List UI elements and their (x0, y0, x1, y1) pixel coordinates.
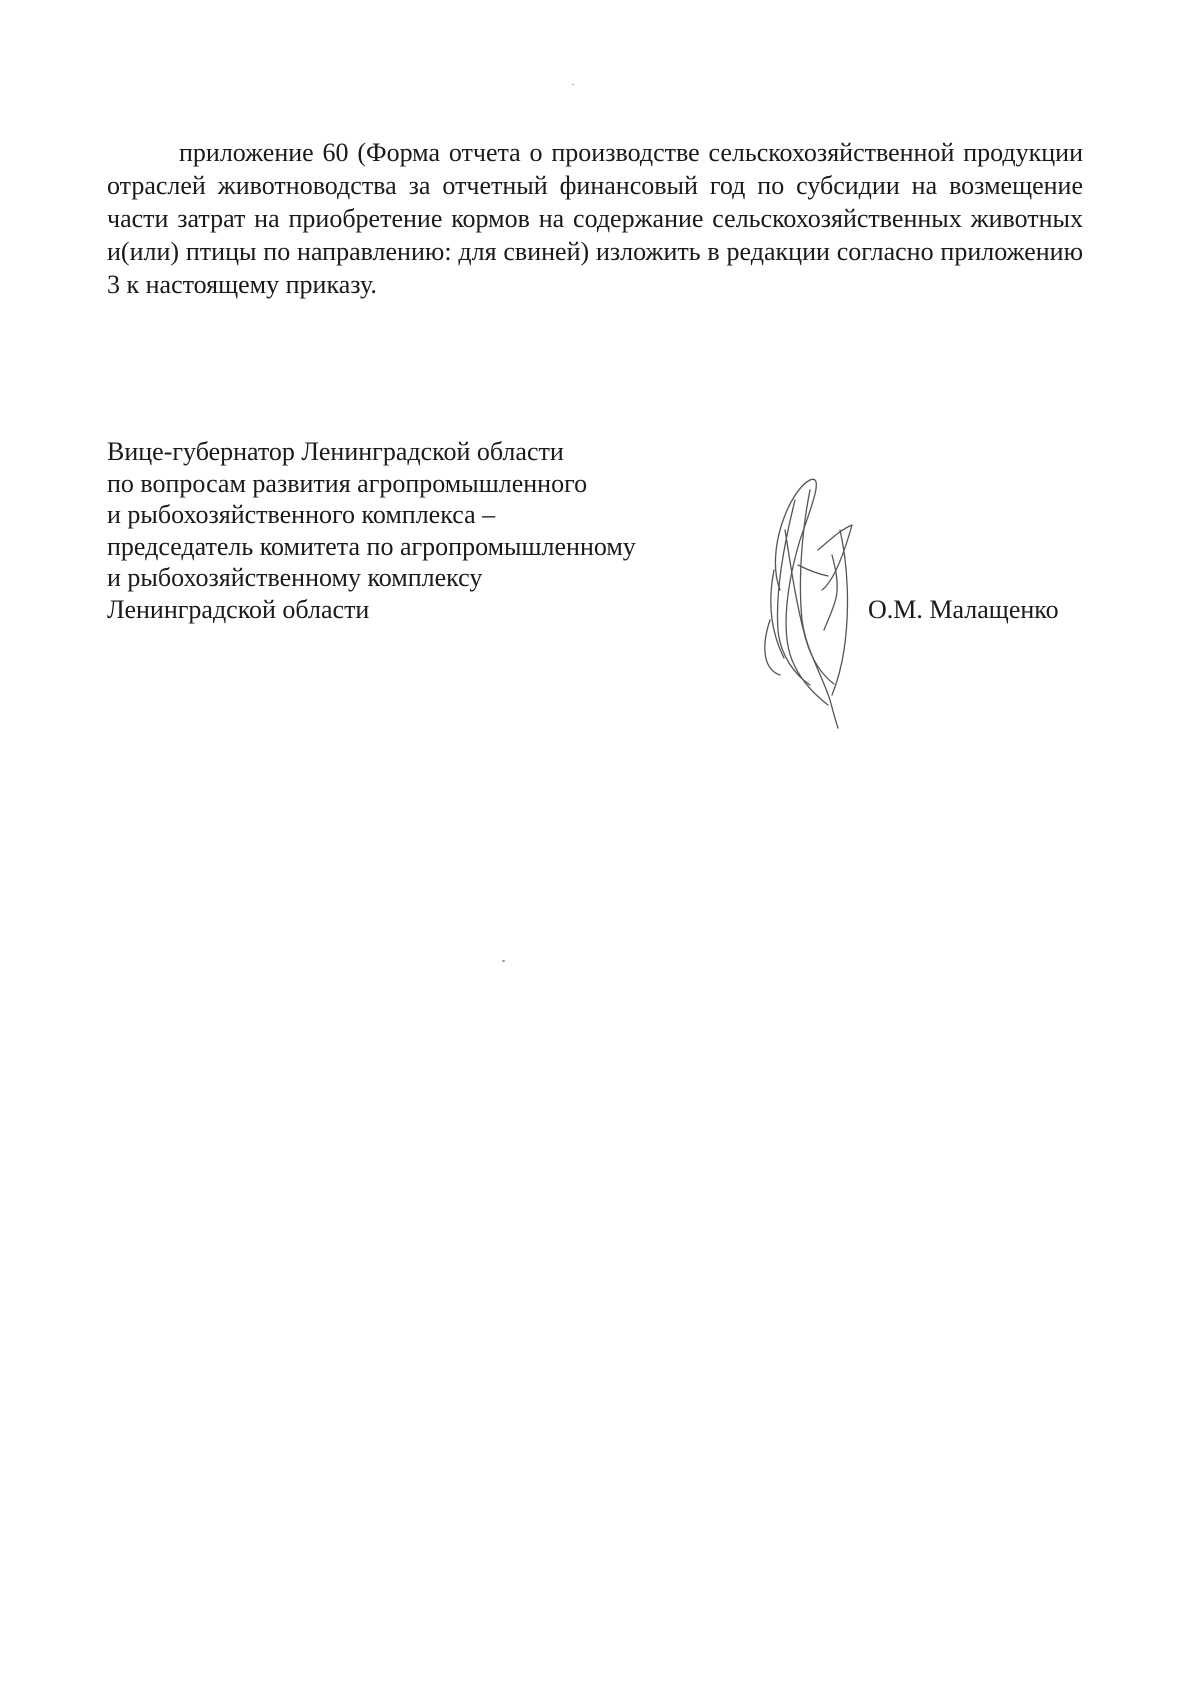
body-paragraph: приложение 60 (Форма отчета о производстве сельскохозяйственной продукции отраслей животноводства за отчетный финансовый год по субсидии на возмещение части затрат на приобретение кормов на содержание сельскохозяйственных животных и(или) птицы по направлению: для свиней) изложить в редакции согласно приложению 3 к настоящему приказу. (107, 138, 1083, 299)
signatory-title-line: и рыбохозяйственного комплекса – (107, 500, 496, 529)
handwritten-signature (740, 470, 880, 730)
signatory-title-line: по вопросам развития агропромышленного (107, 468, 588, 498)
signatory-title-block (107, 436, 707, 625)
signatory-title-line: председатель комитета по агропромышленному (107, 531, 636, 561)
signatory-title-line: и рыбохозяйственному комплексу (107, 563, 483, 592)
scan-speck (502, 960, 505, 962)
signatory-title-line: Ленинградской области (107, 594, 370, 624)
signatory-title-line: Вице-губернатор Ленинградской области (107, 437, 564, 466)
scan-speck (572, 84, 574, 85)
signatory-name: О.М. Малащенко (868, 595, 1059, 624)
